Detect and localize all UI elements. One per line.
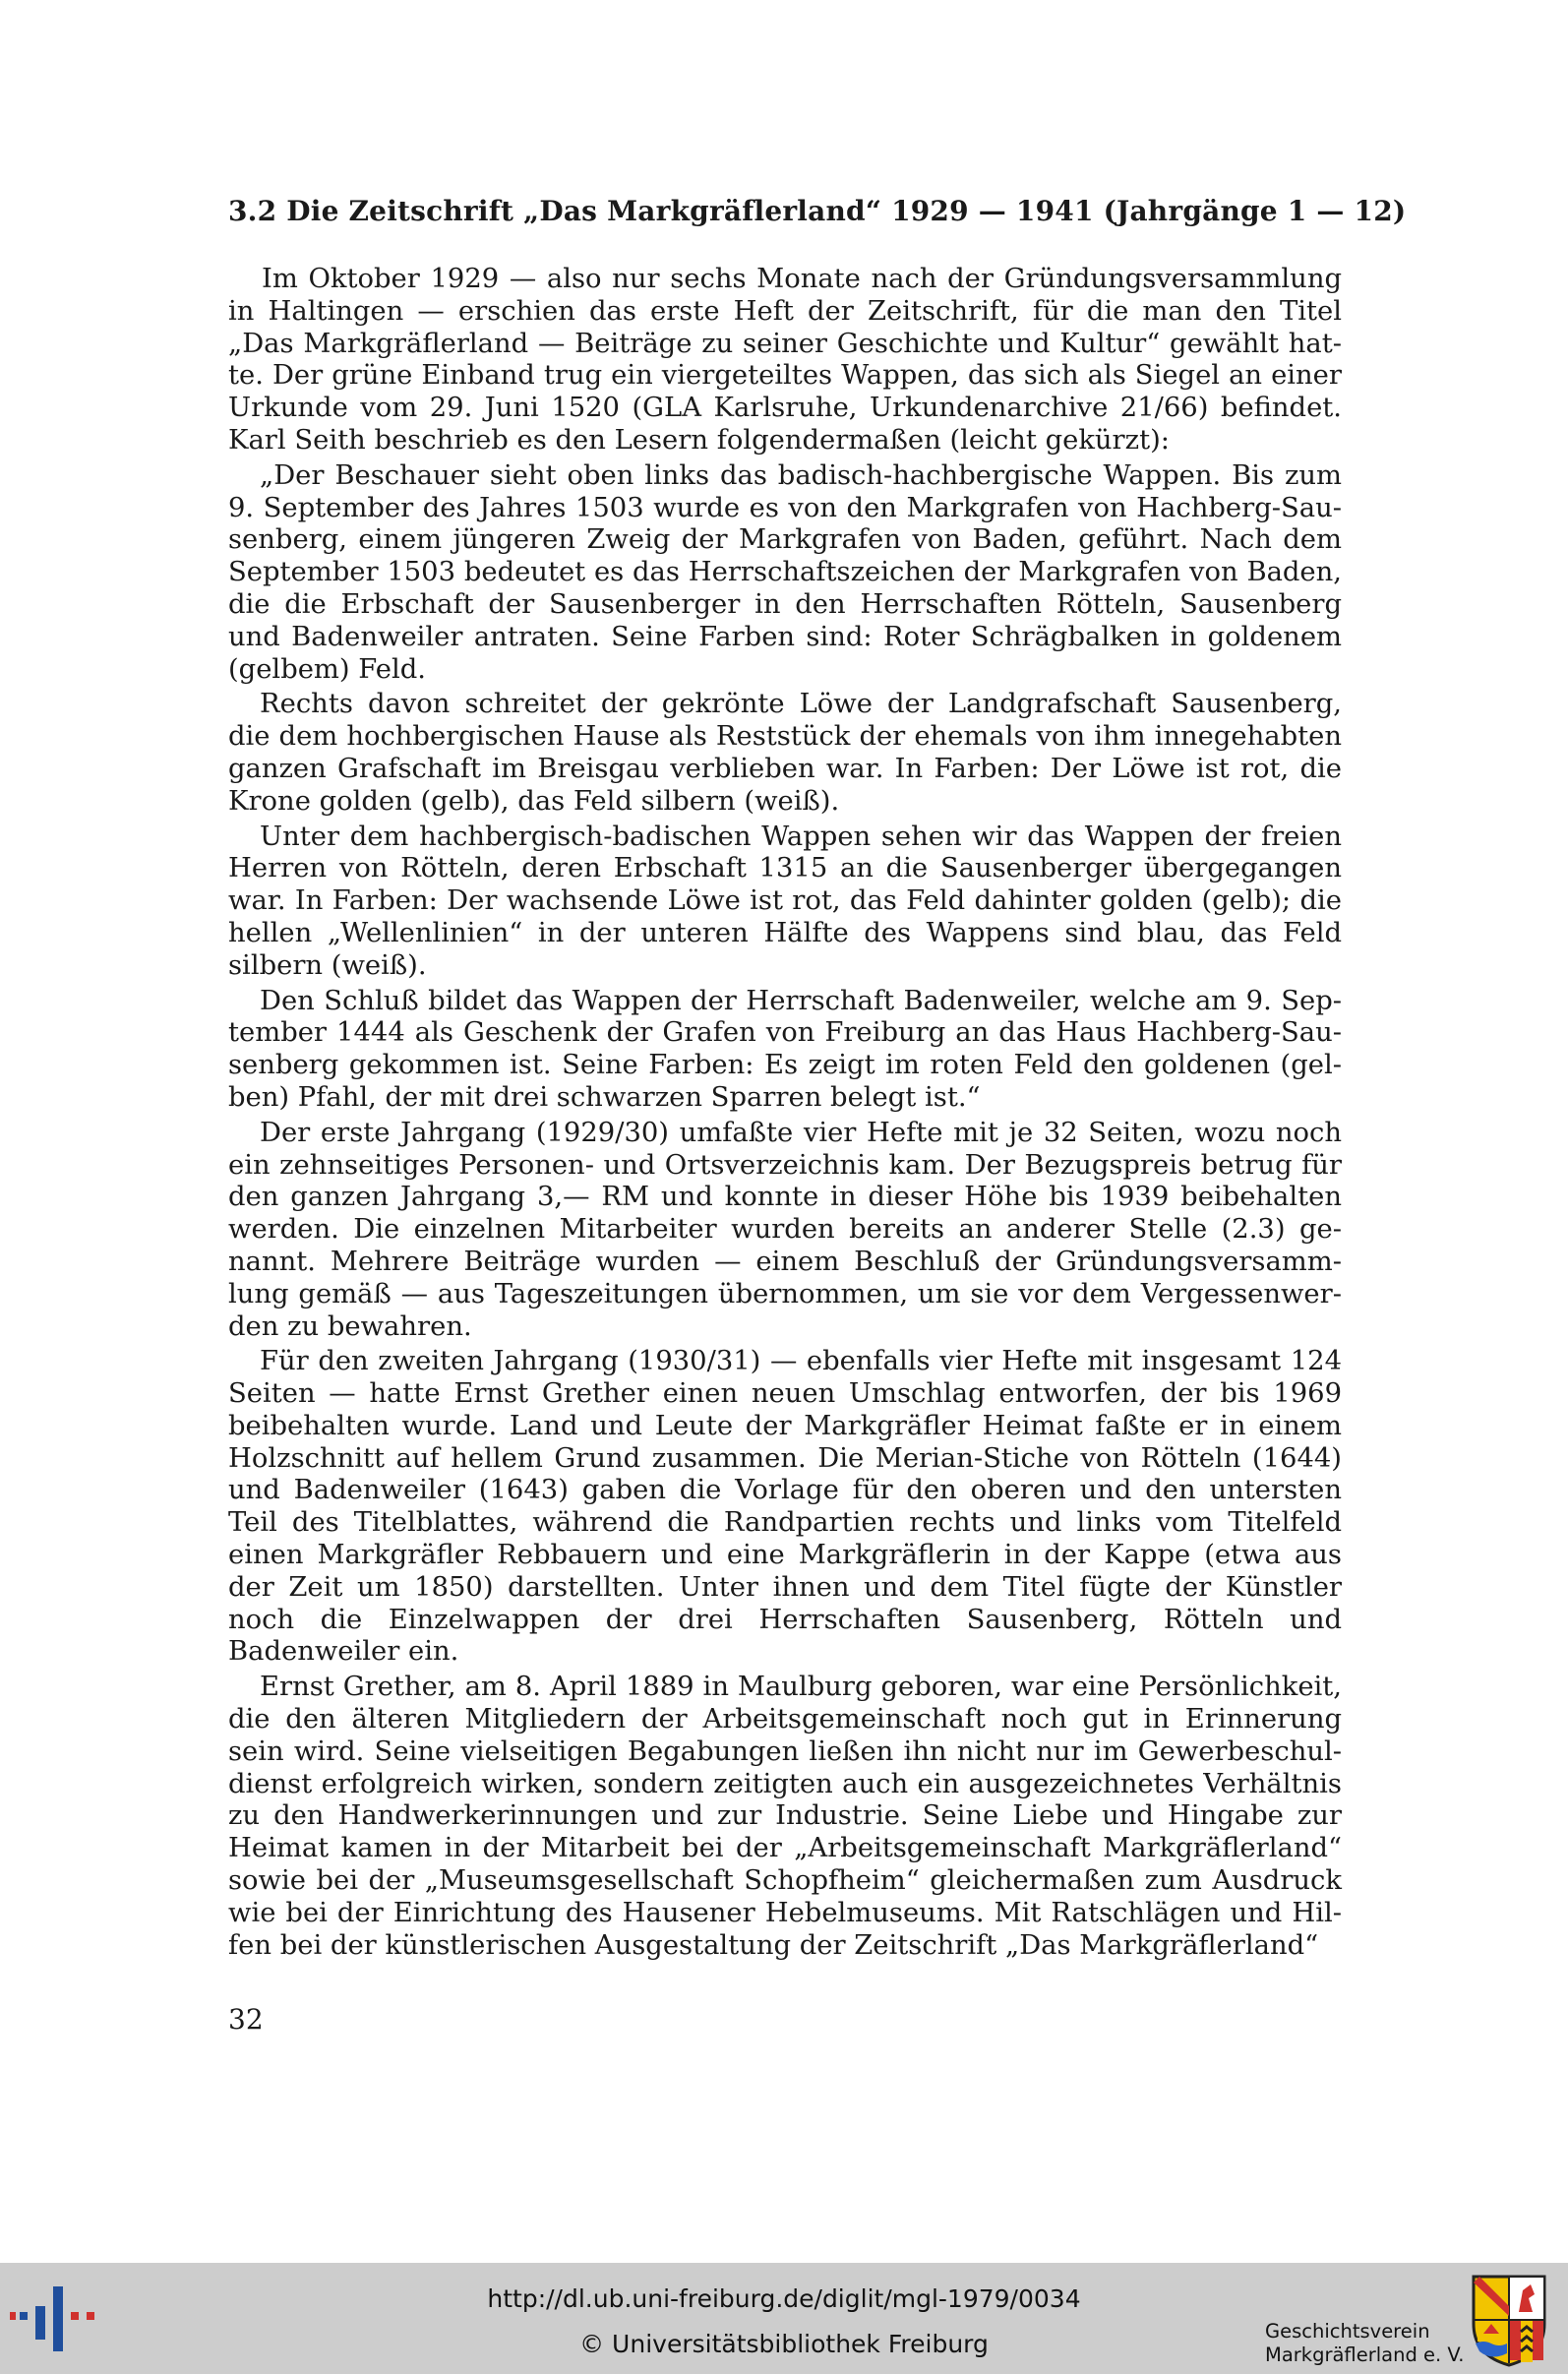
paragraph: Der erste Jahrgang (1929/30) umfaßte vier Hefte mit je 32 Seiten, wozu noch ein zehnseitiges Personen- und Ortsverzeichnis kam. Der Bezugspreis betrug für den ganzen Jahrgang 3,— RM und konnte in dieser Höhe bis 1939 beibehalten werden. Die einzelnen Mitarbeiter wurden bereits an anderer Stelle (2.3) genannt. Mehrere Beiträge wurden — einem Beschluß der Gründungsversammlung gemäß — aus Tageszeitungen übernommen, um sie vor dem Vergessenwerden zu bewahren. xyxy=(228,1117,1342,1342)
source-url-link[interactable]: http://dl.ub.uni-freiburg.de/diglit/mgl-1979/0034 xyxy=(487,2284,1081,2313)
paragraph: Rechts davon schreitet der gekrönte Löwe der Landgrafschaft Sausenberg, die dem hochbergischen Hause als Reststück der ehemals von ihm innegehabten ganzen Grafschaft im Breisgau verblieben war. In Farben: Der Löwe ist rot, die Krone golden (gelb), das Feld silbern (weiß). xyxy=(228,689,1342,817)
paragraph: Unter dem hachbergisch-badischen Wappen sehen wir das Wappen der freien Herren von Rötteln, deren Erbschaft 1315 an die Sausenberger übergegangen war. In Farben: Der wachsende Löwe ist rot, das Feld dahinter golden (gelb); die hellen „Wellenlinien“ in der unteren Hälfte des Wappens sind blau, das Feld silbern (weiß). xyxy=(228,821,1342,981)
section-heading: 3.2 Die Zeitschrift „Das Markgräflerland“ 1929 — 1941 (Jahrgänge 1 — 12) xyxy=(228,195,1407,227)
paragraph: Im Oktober 1929 — also nur sechs Monate nach der Gründungsversammlung in Haltingen — erschien das erste Heft der Zeitschrift, für die man den Titel „Das Markgräflerland — Beiträge zu seiner Geschichte und Kultur“ gewählt hatte. Der grüne Einband trug ein viergeteiltes Wappen, das sich als Siegel an einer Urkunde vom 29. Juni 1520 (GLA Karlsruhe, Urkundenarchive 21/66) befindet. Karl Seith beschrieb es den Lesern folgendermaßen (leicht gekürzt): xyxy=(228,264,1342,456)
copyright-text: © Universitätsbibliothek Freiburg xyxy=(579,2330,989,2358)
society-line-1: Geschichtsverein xyxy=(1265,2320,1430,2343)
paragraph: Den Schluß bildet das Wappen der Herrschaft Badenweiler, welche am 9. September 1444 als Geschenk der Grafen von Freiburg an das Haus Hachberg-Sausenberg gekommen ist. Seine Farben: Es zeigt im roten Feld den goldenen (gelben) Pfahl, der mit drei schwarzen Sparren belegt ist.“ xyxy=(228,985,1342,1113)
paragraph: Für den zweiten Jahrgang (1930/31) — ebenfalls vier Hefte mit insgesamt 124 Seiten — hatte Ernst Grether einen neuen Umschlag entworfen, der bis 1969 beibehalten wurde. Land und Leute der Markgräfler Heimat faßte er in einem Holzschnitt auf hellem Grund zusammen. Die Merian-Stiche von Rötteln (1644) und Badenweiler (1643) gaben die Vorlage für den oberen und den untersten Teil des Titelblattes, während die Randpartien rechts und links vom Titelfeld einen Markgräfler Rebbauern und eine Markgräflerin in der Kappe (etwa aus der Zeit um 1850) darstellten. Unter ihnen und dem Titel fügte der Künstler noch die Einzelwappen der drei Herrschaften Sausenberg, Rötteln und Badenweiler ein. xyxy=(228,1346,1342,1668)
body-text xyxy=(228,264,1342,1965)
paragraph: „Der Beschauer sieht oben links das badisch-hachbergische Wappen. Bis zum 9. September des Jahres 1503 wurde es von den Markgrafen von Hachberg-Sausenberg, einem jüngeren Zweig der Markgrafen von Baden, geführt. Nach dem September 1503 bedeutet es das Herrschaftszeichen der Markgrafen von Baden, die die Erbschaft der Sausenberger in den Herrschaften Rötteln, Sausenberg und Badenweiler antraten. Seine Farben sind: Roter Schrägbalken in goldenem (gelbem) Feld. xyxy=(228,459,1342,685)
paragraph: Ernst Grether, am 8. April 1889 in Maulburg geboren, war eine Persönlichkeit, die den älteren Mitgliedern der Arbeitsgemeinschaft noch gut in Erinnerung sein wird. Seine vielseitigen Begabungen ließen ihn nicht nur im Gewerbeschuldienst erfolgreich wirken, sondern zeitigten auch ein ausgezeichnetes Verhältnis zu den Handwerkerinnungen und zur Industrie. Seine Liebe und Hingabe zur Heimat kamen in der Mitarbeit bei der „Arbeitsgemeinschaft Markgräflerland“ sowie bei der „Museumsgesellschaft Schopfheim“ gleichermaßen zum Ausdruck wie bei der Einrichtung des Hausener Hebelmuseums. Mit Ratschlägen und Hilfen bei der künstlerischen Ausgestaltung der Zeitschrift „Das Markgräflerland“ xyxy=(228,1672,1342,1961)
society-line-2: Markgräflerland e. V. xyxy=(1265,2344,1465,2366)
footer-bar xyxy=(0,2263,1568,2374)
page-number: 32 xyxy=(228,2003,264,2036)
society-name xyxy=(1265,2320,1464,2367)
coat-of-arms-icon[interactable] xyxy=(1470,2273,1548,2367)
